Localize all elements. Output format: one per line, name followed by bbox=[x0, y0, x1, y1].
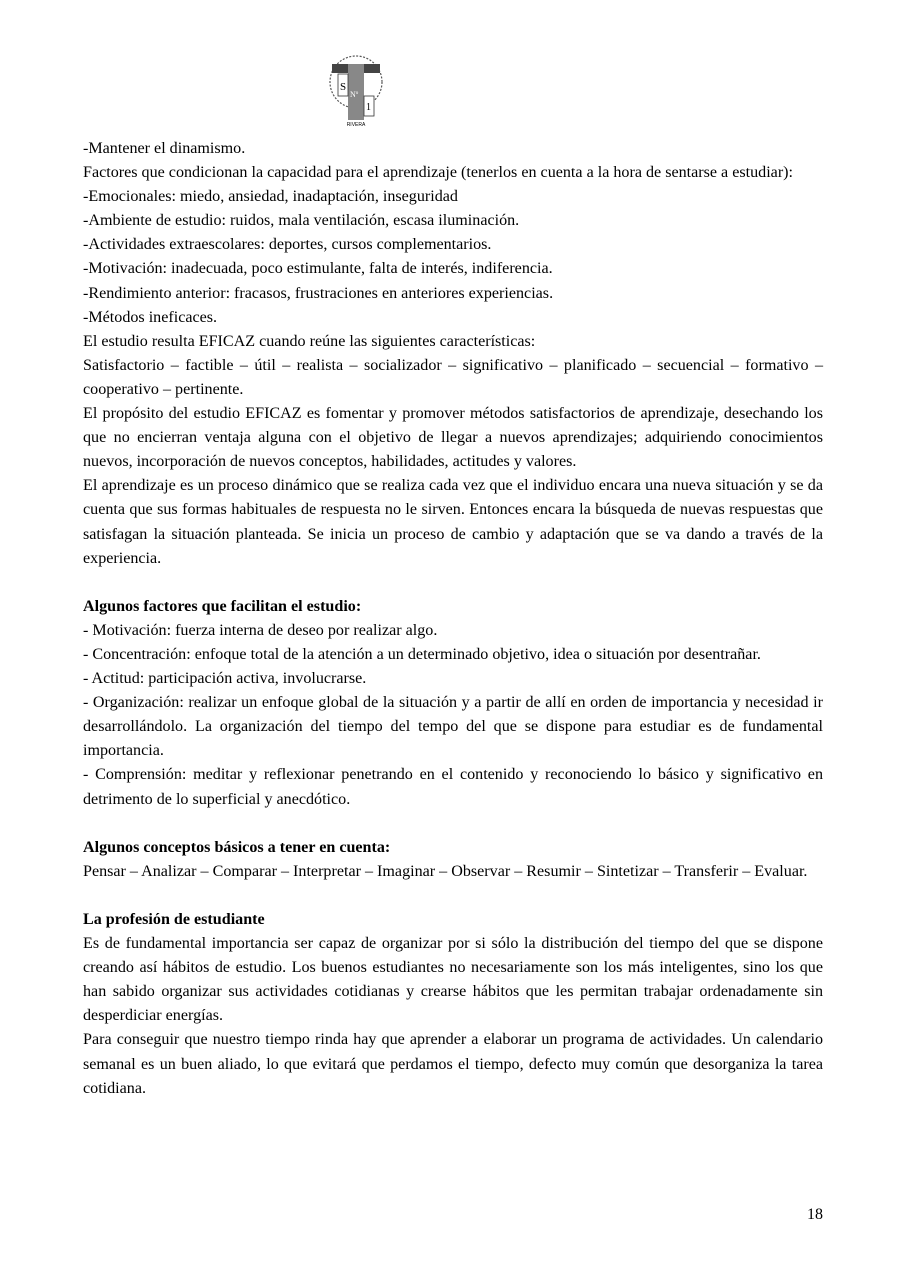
page-body bbox=[83, 137, 823, 1101]
section-heading bbox=[83, 595, 823, 619]
factores-heading: Algunos factores que facilitan el estudio: bbox=[83, 597, 362, 615]
text-line: -Actividades extraescolares: deportes, cursos complementarios. bbox=[83, 236, 492, 254]
logo-letter-no: Nº bbox=[350, 90, 359, 99]
text-line: El estudio resulta EFICAZ cuando reúne las siguientes características: bbox=[83, 332, 536, 350]
paragraph: Para conseguir que nuestro tiempo rinda hay que aprender a elaborar un programa de actividades. Un calendario semanal es un buen aliado, lo que evitará que perdamos el tiempo, defecto muy común que desorganiza la tarea cotidiana. bbox=[83, 1031, 823, 1097]
list-item: - Concentración: enfoque total de la atención a un determinado objetivo, idea o situación por desentrañar. bbox=[83, 645, 761, 663]
profesion-heading: La profesión de estudiante bbox=[83, 911, 265, 928]
logo-letter-s: S bbox=[340, 81, 347, 93]
conceptos-heading: Algunos conceptos básicos a tener en cuenta: bbox=[83, 838, 391, 856]
paragraph: El aprendizaje es un proceso dinámico que se realiza cada vez que el individuo encara una nueva situación y se da cuenta que sus formas habituales de respuesta no le sirven. Entonces encara la búsqueda de nuevas respuestas que satisfagan la situación planteada. Se inicia un proceso de cambio y adaptación que se va dando a través de la experiencia. bbox=[83, 477, 823, 567]
list-item: - Organización: realizar un enfoque global de la situación y a partir de allí en orden de importancia y necesidad ir desarrollándolo. La organización del tiempo del tempo del que se dispone para estudiar es de fundamental importancia. bbox=[83, 694, 823, 760]
text-line: -Métodos ineficaces. bbox=[83, 308, 218, 326]
paragraph: Pensar – Analizar – Comparar – Interpretar – Imaginar – Observar – Resumir – Sintetizar – Transferir – Evaluar. bbox=[83, 862, 808, 880]
text-line: Satisfactorio – factible – útil – realista – socializador – significativo – planificado – secuencial – formativo – cooperativo – pertinente. bbox=[83, 356, 823, 398]
paragraph: Es de fundamental importancia ser capaz de organizar por si sólo la distribución del tiempo del que se dispone creando así hábitos de estudio. Los buenos estudiantes no necesariamente son los más inteligentes, sino los que han sabido organizar sus actividades cotidianas y crearse hábitos que les permitan trabajar ordenadamente sin desperdiciar energías. bbox=[83, 935, 823, 1025]
text-line: Factores que condicionan la capacidad para el aprendizaje (tenerlos en cuenta a la hora de sentarse a estudiar): bbox=[83, 164, 794, 182]
text-line: -Rendimiento anterior: fracasos, frustraciones en anteriores experiencias. bbox=[83, 284, 554, 302]
logo-letter-1: 1 bbox=[366, 102, 371, 113]
text-line: -Ambiente de estudio: ruidos, mala ventilación, escasa iluminación. bbox=[83, 212, 520, 230]
logo-caption: RIVERA bbox=[346, 122, 366, 128]
list-item: - Comprensión: meditar y reflexionar penetrando en el contenido y reconociendo lo básico y significativo en detrimento de lo superficial y anecdótico. bbox=[83, 766, 823, 808]
list-item: - Motivación: fuerza interna de deseo por realizar algo. bbox=[83, 621, 438, 639]
page-number: 18 bbox=[807, 1206, 823, 1223]
text-line: -Mantener el dinamismo. bbox=[83, 140, 246, 157]
paragraph: El propósito del estudio EFICAZ es fomentar y promover métodos satisfactorios de aprendizaje, desechando los que no encierran ventaja alguna con el objetivo de llegar a nuevos aprendizajes; adquiriendo conocimientos nuevos, incorporación de nuevos conceptos, habilidades, actitudes y valores. bbox=[83, 405, 823, 471]
text-line: -Motivación: inadecuada, poco estimulante, falta de interés, indiferencia. bbox=[83, 260, 553, 278]
text-line: -Emocionales: miedo, ansiedad, inadaptación, inseguridad bbox=[83, 188, 458, 206]
list-item: - Actitud: participación activa, involucrarse. bbox=[83, 670, 367, 688]
section-heading bbox=[83, 836, 823, 860]
section-heading bbox=[83, 908, 823, 932]
school-logo bbox=[326, 52, 386, 128]
